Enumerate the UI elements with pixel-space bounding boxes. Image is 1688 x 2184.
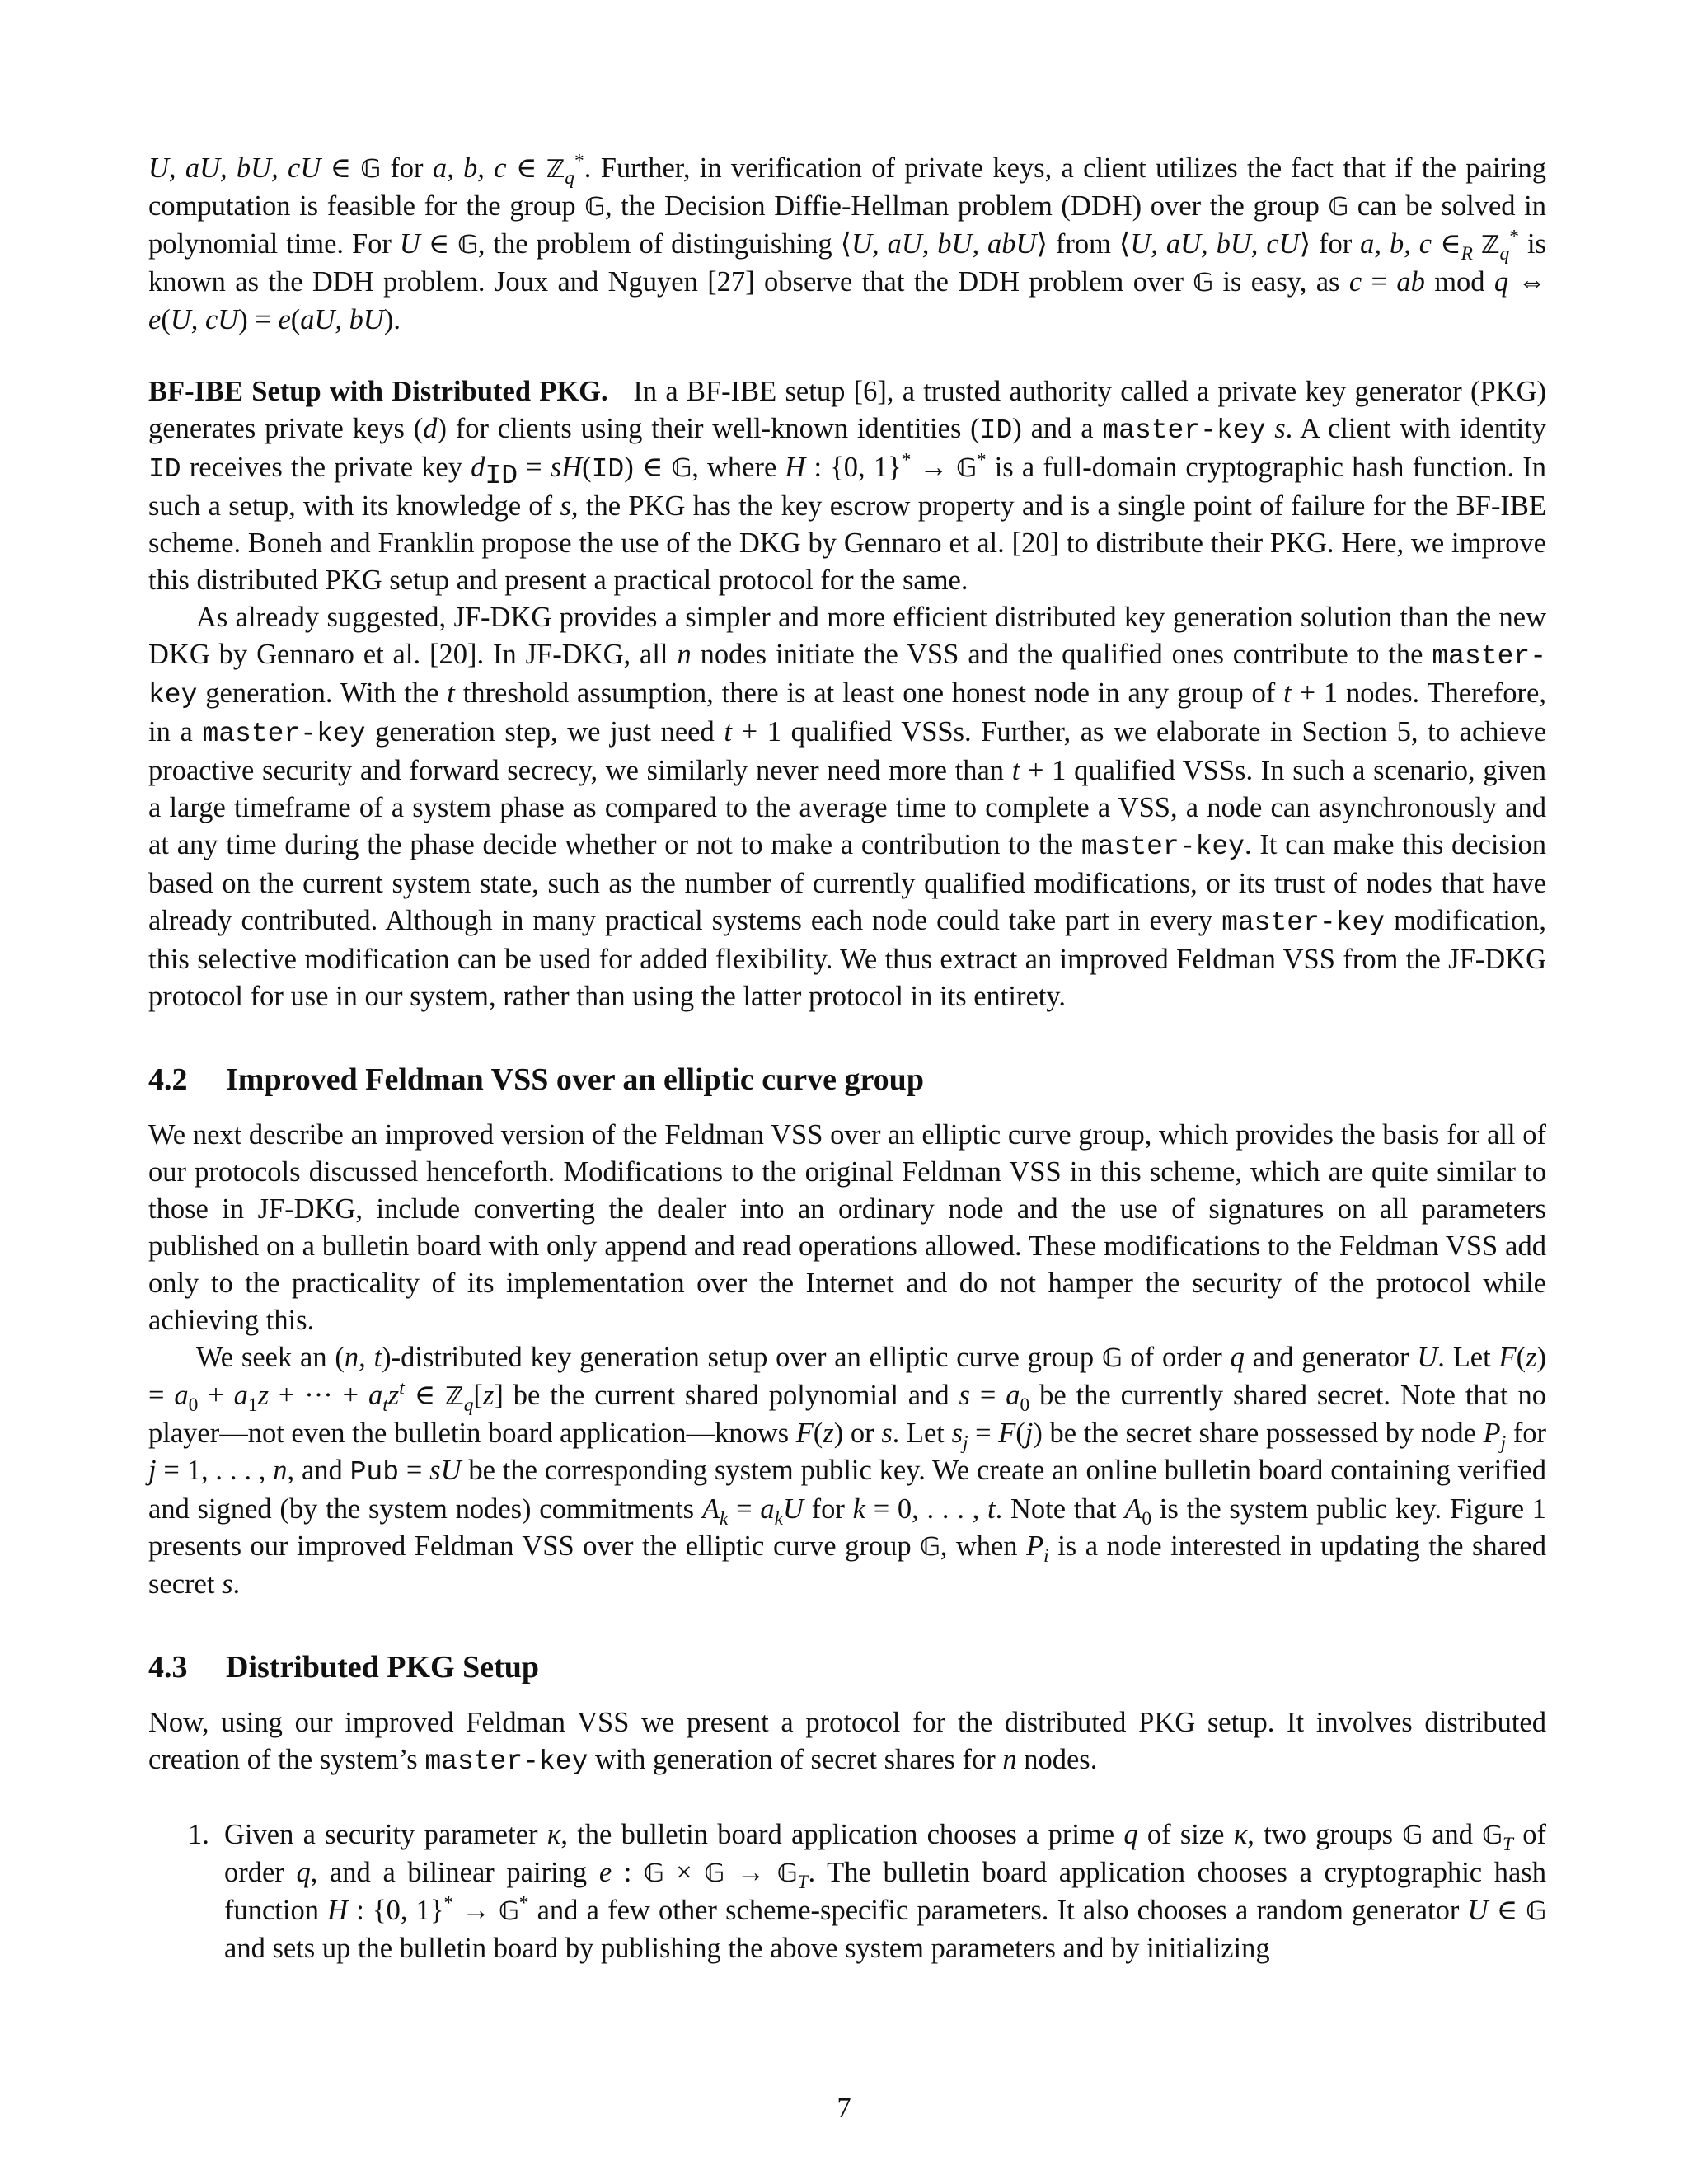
section-4-3-heading [148,1648,1546,1686]
section-title: Distributed PKG Setup [226,1650,540,1685]
sec42-paragraph-1: We next describe an improved version of the Feldman VSS over an elliptic curve group, which provides the basis for all of our protocols discussed henceforth. Modifications to the original Feldman VSS in this scheme, which are quite similar to those in JF-DKG, include converting the dealer into an ordinary node and the use of signatures on all parameters published on a bulletin board with only append and read operations allowed. These modifications to the Feldman VSS add only to the practicality of its implementation over the Internet and do not hamper the security of the protocol while achieving this. [148,1119,1546,1336]
sec43-paragraph-1: Now, using our improved Feldman VSS we present a protocol for the distributed PKG setup. It involves distributed creation of the system’s master-key with generation of secret shares for n nodes. [148,1707,1546,1777]
intro-paragraph: U, aU, bU, cU ∈ 𝔾 for a, b, c ∈ ℤ$_q$*. Further, in verification of private keys, a client utilizes the fact that if the pairing computation is feasible for the group 𝔾, the Decision Diffie-Hellman problem (DDH) over the group 𝔾 can be solved in polynomial time. For U ∈ 𝔾, the problem of distinguishing ⟨U, aU, bU, abU⟩ from ⟨U, aU, bU, cU⟩ for a, b, c $\in_R$ ℤ$_q$* is known as the DDH problem. Joux and Nguyen [27] observe that the DDH problem over 𝔾 is easy, as c = ab mod q ⇔ e(U, cU) = e(aU, bU). [148,150,1546,335]
sec42-paragraph-2: We seek an (n, t)-distributed key generation setup over an elliptic curve group 𝔾 of order q and generator U. Let $F(z) = a_0 + a_1z$ + ··· + $a_tz^t$ ∈ ℤ$_q$[z] be the current shared polynomial and $s = a_0$ be the currently shared secret. Note that no player—not even the bulletin board application—knows F(z) or s. Let $s_j = F(j)$ be the secret share possessed by node $P_j$ for j = 1, . . . , n, and Pub = sU be the corresponding system public key. We create an online bulletin board containing verified and signed (by the system nodes) commitments $A_k = a_kU$ for k = 0, . . . , t. Note that $A_0$ is the system public key. Figure 1 presents our improved Feldman VSS over the elliptic curve group 𝔾, when $P_i$ is a node interested in updating the shared secret s. [148,1342,1547,1600]
section-number: 4.2 [148,1062,188,1097]
section-4-2-heading [148,1061,1546,1099]
bfibe-paragraph [148,373,1546,599]
jfdkg-paragraph: As already suggested, JF-DKG provides a simpler and more efficient distributed key generation solution than the new DKG by Gennaro et al. [20]. In JF-DKG, all n nodes initiate the VSS and the qualified ones contribute to the master-key generation. With the t threshold assumption, there is at least one honest node in any group of t + 1 nodes. Therefore, in a master-key generation step, we just need t + 1 qualified VSSs. Further, as we elaborate in Section 5, to achieve proactive security and forward secrecy, we similarly never need more than t + 1 qualified VSSs. In such a scenario, given a large timeframe of a system phase as compared to the average time to complete a VSS, a node can asynchronously and at any time during the phase decide whether or not to make a contribution to the master-key. It can make this decision based on the current system state, such as the number of currently qualified modifications, or its trust of nodes that have already contributed. Although in many practical systems each node could take part in every master-key modification, this selective modification can be used for added flexibility. We thus extract an improved Feldman VSS from the JF-DKG protocol for use in our system, rather than using the latter protocol in its entirety. [148,602,1547,1012]
list-item [148,1816,1546,1967]
section-number: 4.3 [148,1650,188,1685]
paper-page [148,150,1546,1967]
list-marker: 1. [188,1819,209,1850]
section-title: Improved Feldman VSS over an elliptic curve group [226,1062,924,1097]
page-number: 7 [837,2093,851,2124]
list-item-text: Given a security parameter κ, the bulletin board application chooses a prime q of size κ, two groups 𝔾 and 𝔾$_T$ of order q, and a bilinear pairing e : 𝔾 × 𝔾 → 𝔾$_T$. The bulletin board application chooses a cryptographic hash function H : {0, 1}* → 𝔾* and a few other scheme-specific parameters. It also chooses a random generator U ∈ 𝔾 and sets up the bulletin board by publishing the above system parameters and by initializing [224,1819,1546,1964]
bfibe-text: In a BF-IBE setup [6], a trusted authority called a private key generator (PKG) generates private keys (d) for clients using their well-known identities (ID) and a master-key s. A client with identity ID receives the private key $d_{ID} = sH(ID)$ ∈ 𝔾, where H : {0, 1}* → 𝔾* is a full-domain cryptographic hash function. In such a setup, with its knowledge of s, the PKG has the key escrow property and is a single point of failure for the BF-IBE scheme. Boneh and Franklin propose the use of the DKG by Gennaro et al. [20] to distribute their PKG. Here, we improve this distributed PKG setup and present a practical protocol for the same. [148,376,1547,596]
setup-steps-list [148,1816,1546,1967]
bfibe-heading: BF-IBE Setup with Distributed PKG. [148,376,608,407]
